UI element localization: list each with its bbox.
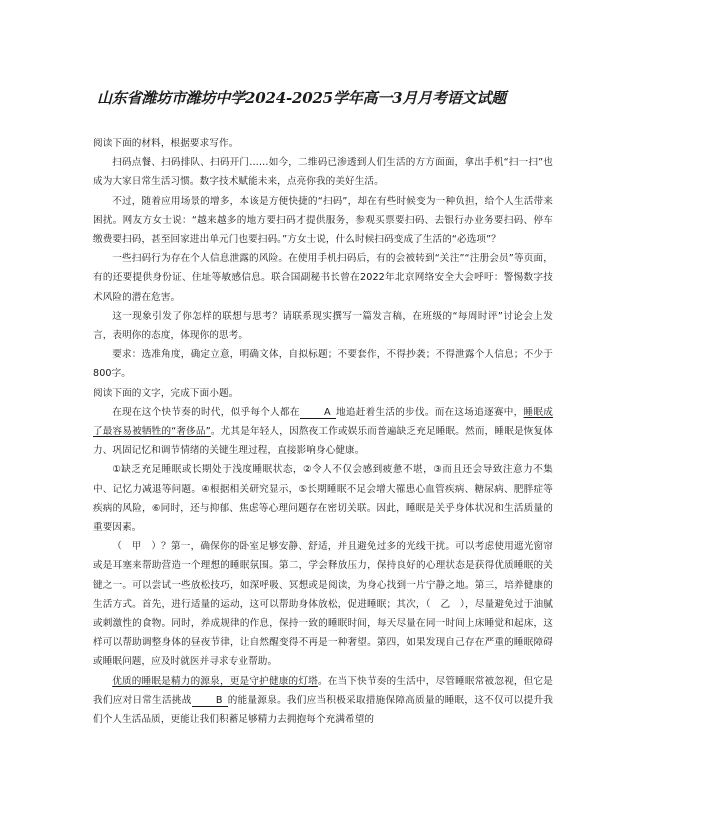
reading-paragraph-4 [93,672,553,730]
underlined-sentence: 睡眠成了最容易被牺牲的“奢侈品” [93,406,553,438]
reading-paragraph-3: （ 甲 ）？第一，确保你的卧室足够安静、舒适，并且避免过多的光线干扰。可以考虑使用遮光窗帘或是耳塞来帮助营造一个理想的睡眠氛围。第二，学会释放压力，保持良好的心理状态是获得优质睡眠的关键之一。可以尝试一些放松技巧，如深呼吸、冥想或是阅读，为身心找到一片宁静之地。第三，培养健康的生活方式。首先，进行适量的运动，这可以帮助身体放松，促进睡眠；其次，（ 乙 ），尽量避免过于油腻或刺激性的食物。同时，养成规律的作息，保持一致的睡眠时间，每天尽量在同一时间上床睡觉和起床，这样可以帮助调整身体的昼夜节律，让自然醒变得不再是一种奢望。第四，如果发现自己存在严重的睡眠障碍或睡眠问题，应及时就医并寻求专业帮助。 [93,541,553,668]
text-run: 在现在这个快节奏的时代，似乎每个人都在 [112,406,300,418]
blank-a: A [300,407,336,419]
writing-instruction: 阅读下面的材料，根据要求写作。 [93,138,239,149]
reading-instruction: 阅读下面的文字，完成下面小题。 [93,387,239,399]
page-title: 山东省潍坊市潍坊中学2024-2025学年高一3月月考语文试题 [97,89,506,107]
text-run: 。在当下快节奏的生活中，尽管睡眠常被忽视，但它是我们应对日常生活挑战 [93,675,553,706]
writing-requirements: 要求：选准角度，确定立意，明确文体，自拟标题；不要套作，不得抄袭；不得泄露个人信息；不少于800字。 [93,349,553,380]
text-run: 的能量源泉。我们应当积极采取措施保障高质量的睡眠，这不仅可以提升我们个人生活品质，更能让我们积蓄足够精力去拥抱每个充满希望的 [93,694,553,726]
reading-paragraph-2: ①缺乏充足睡眠或长期处于浅度睡眠状态，②令人不仅会感到疲惫不堪，③而且还会导致注意力不集中、记忆力减退等问题。④根据相关研究显示，⑤长期睡眠不足会增大罹患心血管疾病、糖尿病、肥胖症等疾病的风险，⑥同时，还与抑郁、焦虑等心理问题存在密切关联。因此，睡眠是关乎身体状况和生活质量的重要因素。 [93,464,553,534]
writing-paragraph: 扫码点餐、扫码排队、扫码开门……如今，二维码已渗透到人们生活的方方面面，拿出手机“扫一扫”也成为大家日常生活习惯。数字技术赋能未来，点亮你我的美好生活。 [93,157,553,188]
writing-paragraph: 不过，随着应用场景的增多，本该是方便快捷的“扫码”，却在有些时候变为一种负担，给个人生活带来困扰。网友方女士说：“越来越多的地方要扫码才提供服务，参观买票要扫码、去银行办业务要扫码、停车缴费要扫码，甚至回家进出单元门也要扫码。”方女士说，什么时候扫码变成了生活的“必选项”？ [93,195,553,246]
blank-b: B [192,695,228,707]
text-run: 。尤其是年轻人，因熬夜工作或娱乐而普遍缺乏充足睡眠。然而，睡眠是恢复体力、巩固记忆和调节情绪的关键生理过程，直接影响身心健康。 [93,426,553,457]
document-body [93,134,553,729]
underlined-sentence: 优质的睡眠是精力的源泉，更是守护健康的灯塔 [112,675,318,687]
writing-paragraph: 这一现象引发了你怎样的联想与思考？请联系现实撰写一篇发言稿，在班级的“每周时评”讨论会上发言，表明你的态度，体现你的思考。 [93,310,553,342]
writing-paragraph: 一些扫码行为存在个人信息泄露的风险。在使用手机扫码后，有的会被转到“关注”“注册会员”等页面，有的还要提供身份证、住址等敏感信息。联合国副秘书长曾在2022年北京网络安全大会呼吁：警惕数字技术风险的潜在危害。 [93,253,553,303]
reading-paragraph-1 [93,403,553,461]
text-run: 地追赶着生活的步伐。而在这场追逐赛中， [335,406,524,418]
